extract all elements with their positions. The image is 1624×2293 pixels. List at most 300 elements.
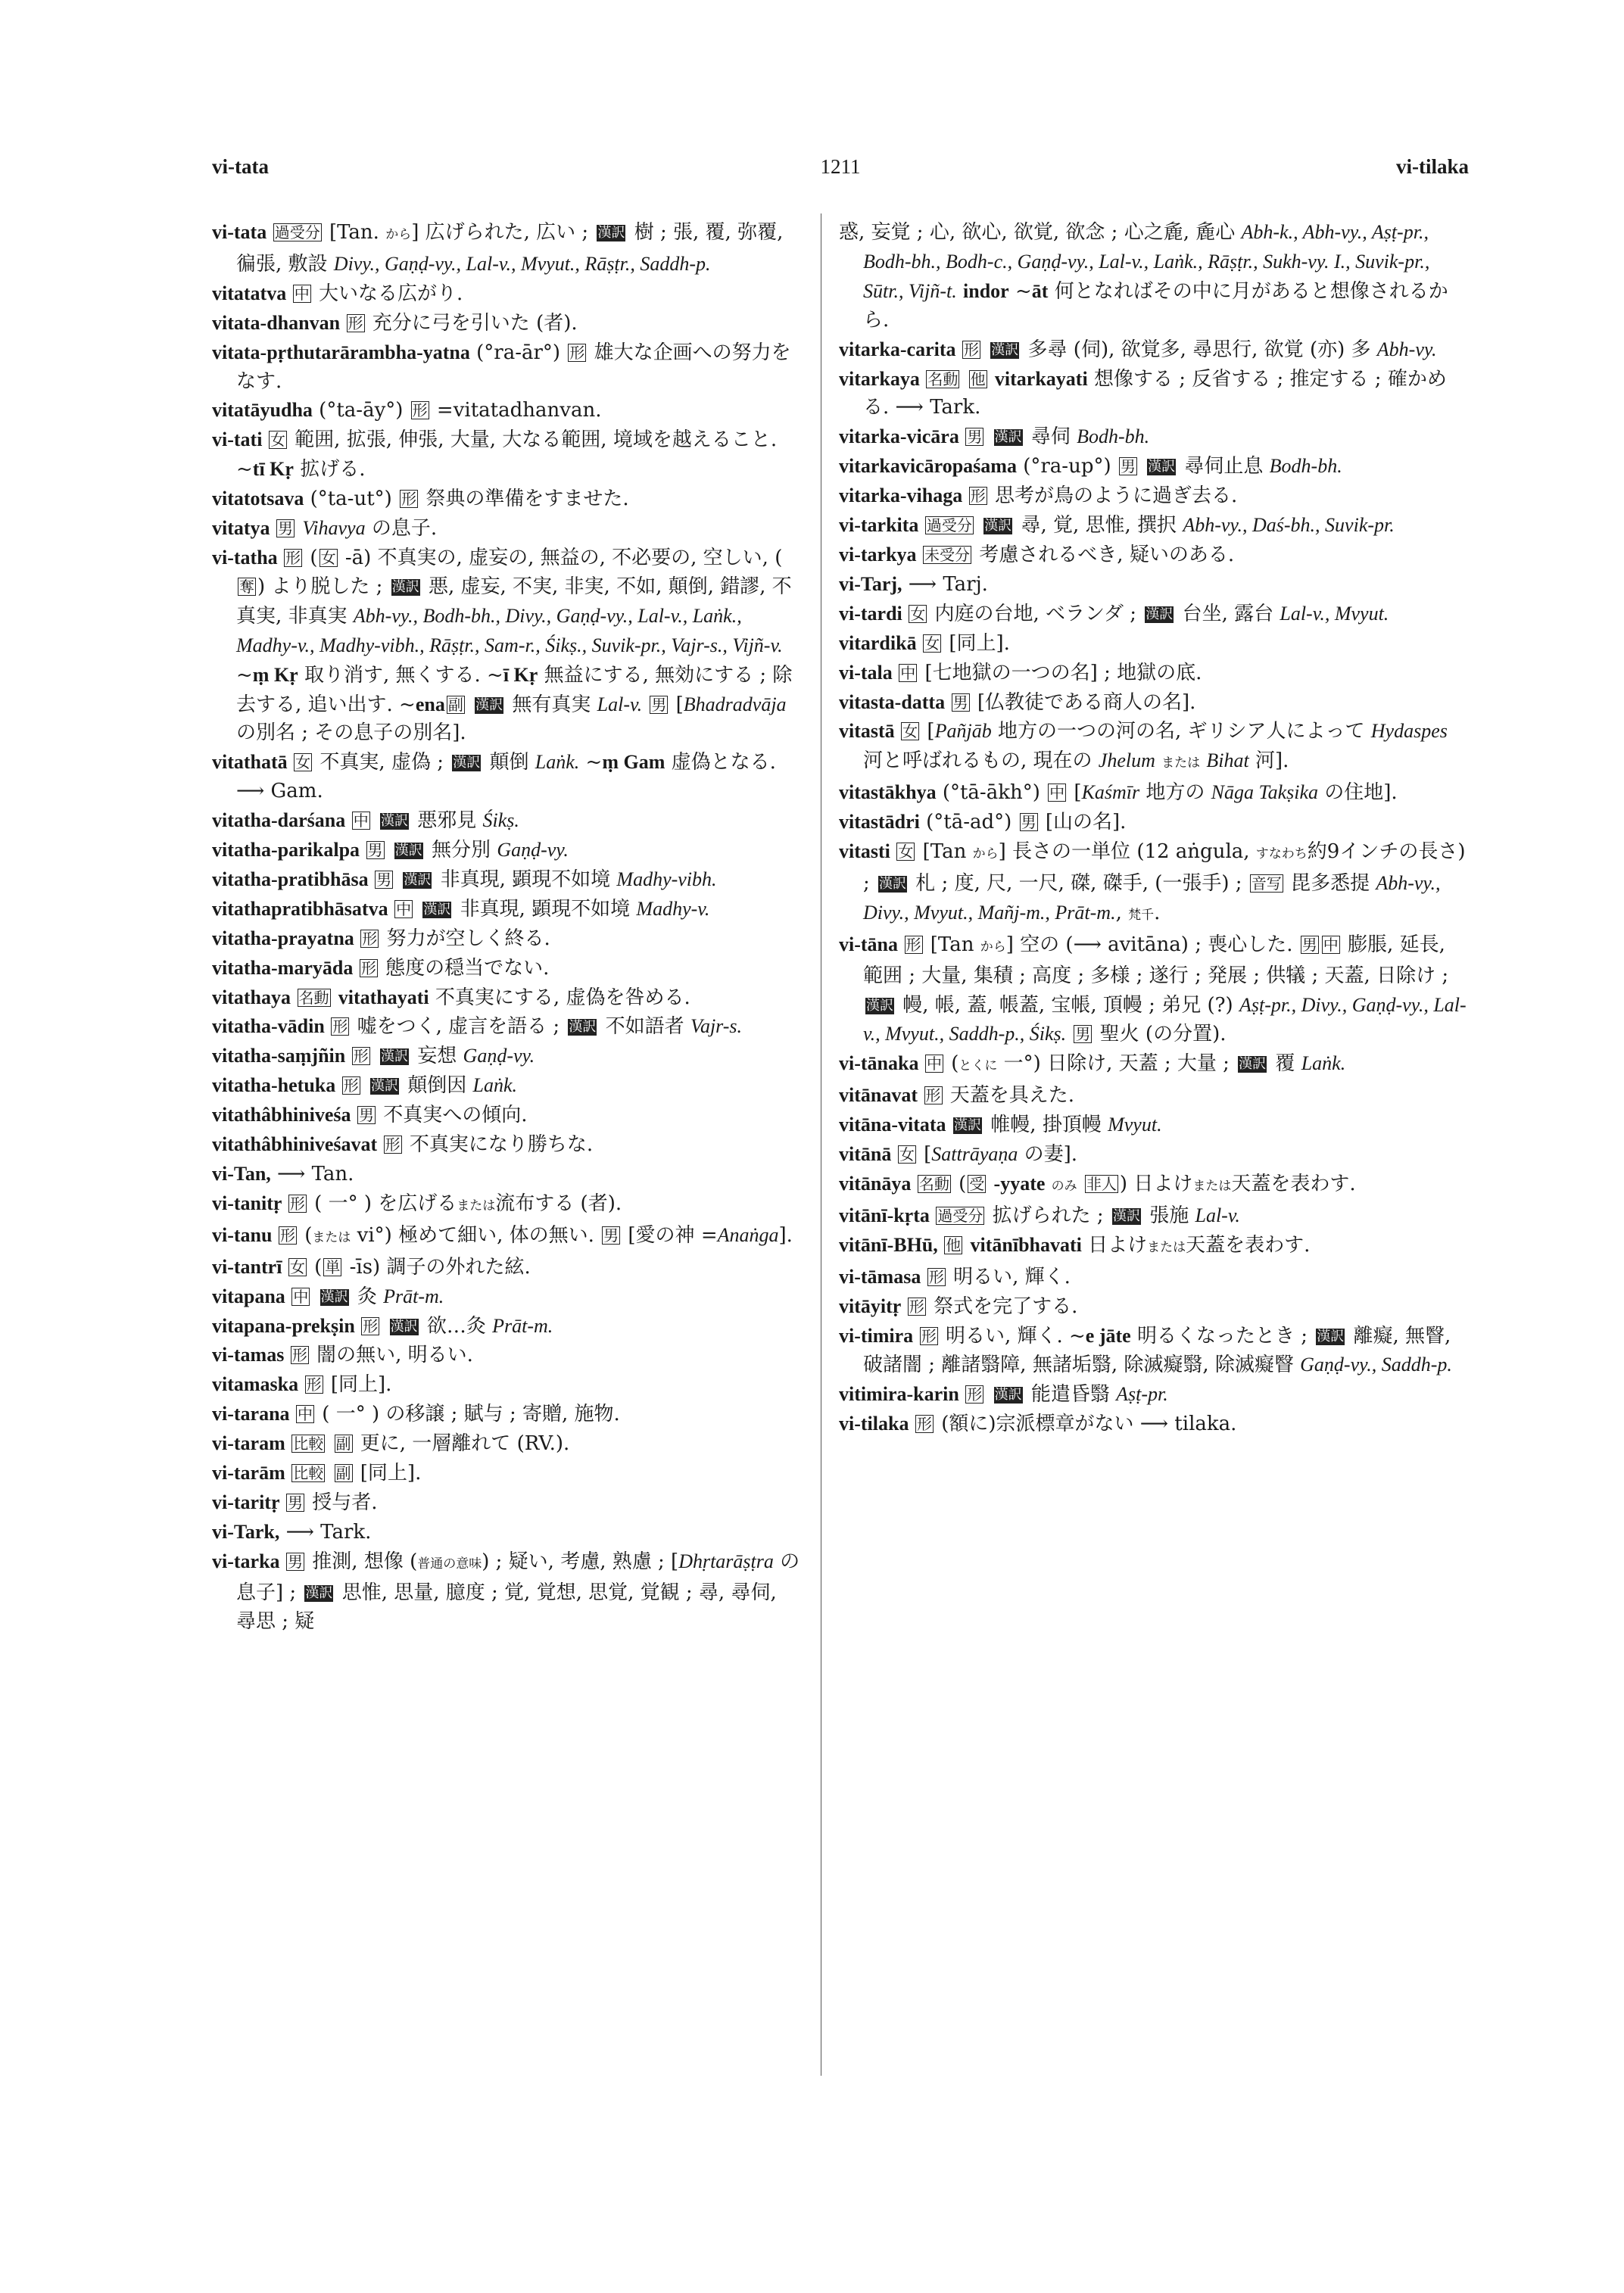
small-note: または xyxy=(1192,1179,1232,1194)
headword: ṃ Gam xyxy=(602,751,665,774)
grammar-label: 女 xyxy=(902,722,918,741)
citation: Lal-v., Mvyut. xyxy=(1280,602,1389,625)
dictionary-entry xyxy=(212,425,801,484)
text: 非真現, 顕現不如境 xyxy=(454,897,637,921)
text: 妄想 xyxy=(411,1045,463,1068)
text: 取り消す, 無くする. ~ xyxy=(298,663,503,687)
text: 尋伺 xyxy=(1024,425,1077,449)
dictionary-entry xyxy=(839,1322,1469,1381)
grammar-label: 形 xyxy=(925,1086,941,1105)
dictionary-entry xyxy=(212,983,801,1013)
text: vi°) 極めて細い, 体の無い. xyxy=(351,1223,601,1247)
text: 考慮されるべき, 疑いのある. xyxy=(973,543,1235,566)
text xyxy=(362,1074,368,1097)
text: [ xyxy=(1068,781,1082,805)
citation: Abh-vy., Divy., Mvyut., Mañj-m., Prāt-m. xyxy=(863,871,1441,924)
text: の妻]. xyxy=(1018,1143,1078,1167)
text xyxy=(1139,455,1145,478)
text: 覆 xyxy=(1269,1052,1301,1076)
translation-label: 漢訳 xyxy=(390,1318,418,1335)
dictionary-entry xyxy=(212,865,801,895)
text: 無益にする, 無効にする ; 除去する, 追い出す. ~ xyxy=(236,663,793,716)
grammar-label: 副 xyxy=(335,1464,351,1483)
dictionary-entry xyxy=(212,806,801,836)
text: 顛倒因 xyxy=(401,1074,473,1098)
headword: vitānī-BHū, xyxy=(839,1233,943,1256)
grammar-label: 男 xyxy=(1120,457,1136,476)
text: 思考が鳥のように過ぎ去る. xyxy=(988,484,1238,508)
headword: vitatha-hetuka xyxy=(212,1074,341,1097)
grammar-label: 中 xyxy=(293,1287,309,1306)
text xyxy=(372,1045,378,1067)
translation-label: 漢訳 xyxy=(423,901,451,918)
dictionary-entry xyxy=(212,279,801,309)
translation-label: 漢訳 xyxy=(879,875,907,892)
translation-label: 漢訳 xyxy=(954,1117,982,1134)
headword: vi-Tan, xyxy=(212,1163,271,1185)
headword: vitata-dhanvan xyxy=(212,311,345,334)
headword: vitānavat xyxy=(839,1084,923,1107)
dictionary-entry xyxy=(212,1429,801,1459)
headword: vitardikā xyxy=(839,631,922,654)
headword: vi-tarana xyxy=(212,1403,295,1425)
headword: vitatha-maryāda xyxy=(212,956,358,979)
dictionary-entry xyxy=(212,1071,801,1101)
dictionary-entry xyxy=(212,836,801,865)
headword: vi-tati xyxy=(212,428,267,451)
grammar-label: 形 xyxy=(964,340,980,359)
grammar-label: 中 xyxy=(1049,784,1065,802)
translation-label: 漢訳 xyxy=(305,1584,333,1601)
grammar-label: 男 xyxy=(1075,1025,1091,1044)
dictionary-entry xyxy=(212,338,801,397)
grammar-label: 過受分 xyxy=(937,1206,983,1225)
text: 虚偽となる. ⟶ Gam. xyxy=(236,751,776,803)
text: -īs) 調子の外れた絃. xyxy=(343,1255,531,1279)
headword: vi-taram xyxy=(212,1432,291,1455)
grammar-label: 過受分 xyxy=(274,223,320,241)
dictionary-entry xyxy=(839,1231,1469,1263)
translation-label: 漢訳 xyxy=(391,578,419,595)
headword: vitimira-karin xyxy=(839,1383,965,1406)
text: 態度の穏当でない. xyxy=(379,956,550,980)
grammar-label: 女 xyxy=(270,431,285,450)
headword: vitastādri xyxy=(839,811,920,833)
grammar-label: 形 xyxy=(921,1326,937,1345)
text: 日よけ xyxy=(1081,1233,1148,1257)
dictionary-entry xyxy=(212,1459,801,1488)
headword: vitapana xyxy=(212,1285,291,1307)
text: 一°) 日除け, 天蓋 ; 大量 ; xyxy=(997,1052,1236,1076)
text: 不真実になり勝ちな. xyxy=(403,1133,594,1157)
grammar-label: 形 xyxy=(909,1297,924,1316)
translation-label: 漢訳 xyxy=(453,755,481,771)
text: [仏教徒である商人の名]. xyxy=(971,690,1196,714)
dictionary-entry xyxy=(839,1380,1469,1410)
dictionary-entry xyxy=(839,808,1469,837)
headword: vi-Tarj, xyxy=(839,572,902,595)
text: 悪, 虚妄, 不実, 非実, 不如, 顛倒, 錯謬, 不真実, 非真実 xyxy=(236,575,792,628)
translation-label: 漢訳 xyxy=(597,225,625,241)
grammar-label: 形 xyxy=(385,1136,401,1154)
text: [同上]. xyxy=(354,1462,422,1485)
text: 札 ; 度, 尺, 一尺, 磔, 磔手, (一張手) ; xyxy=(909,871,1248,895)
text: -ā) 不真実の, 虚妄の, 無益の, 不必要の, 空しい, ( xyxy=(338,546,783,569)
text: [七地獄の一つの名] ; 地獄の底. xyxy=(918,661,1202,684)
dictionary-entry xyxy=(212,1400,801,1429)
small-note: 梵千 xyxy=(1128,907,1155,923)
text xyxy=(964,1234,970,1257)
grammar-label: 受 xyxy=(969,1175,985,1193)
dictionary-entry xyxy=(212,1312,801,1341)
grammar-label: 男 xyxy=(359,1106,374,1125)
text xyxy=(394,868,401,891)
citation: Mvyut. xyxy=(1108,1114,1162,1136)
text xyxy=(982,338,988,361)
grammar-label: 形 xyxy=(289,1194,305,1213)
grammar-label: 名動 xyxy=(927,369,959,388)
translation-label: 漢訳 xyxy=(1148,459,1176,475)
headword: vi-taritṛ xyxy=(212,1491,285,1513)
headword: vitapana-prekṣin xyxy=(212,1314,360,1337)
headword: vitarkaya xyxy=(839,367,925,390)
text xyxy=(985,1383,991,1406)
headword: tī Kṛ xyxy=(252,458,294,481)
dictionary-entry xyxy=(839,335,1469,365)
text: の住地]. xyxy=(1318,781,1398,805)
dictionary-entry xyxy=(212,1282,801,1312)
headword: ena xyxy=(415,693,445,715)
small-note: とくに xyxy=(959,1058,998,1074)
headword: vitatha-saṃjñin xyxy=(212,1045,351,1067)
translation-label: 漢訳 xyxy=(1112,1207,1140,1224)
text: 授与者. xyxy=(306,1491,378,1514)
headword: vitasta-datta xyxy=(839,690,950,713)
dictionary-entry xyxy=(839,930,1469,1050)
headword: vitatya xyxy=(212,517,276,540)
headword: vi-tāna xyxy=(839,933,903,955)
text: ⟶ Tark. xyxy=(279,1520,372,1544)
headword: ī Kṛ xyxy=(503,663,538,686)
citation: Sattrāyaṇa xyxy=(931,1143,1018,1166)
grammar-label: 男 xyxy=(288,1493,304,1512)
dictionary-entry xyxy=(839,778,1469,808)
dictionary-entry xyxy=(839,717,1469,778)
headword: vi-tilaka xyxy=(839,1413,914,1435)
grammar-label: 副 xyxy=(447,695,463,714)
translation-label: 漢訳 xyxy=(475,696,503,713)
text: 不如語者 xyxy=(599,1015,690,1039)
headword: vitamaska xyxy=(212,1373,304,1396)
translation-label: 漢訳 xyxy=(371,1078,399,1095)
text: 明るい, 輝く. xyxy=(946,1265,1071,1288)
grammar-label: 女 xyxy=(898,843,914,861)
headword: vi-tarkya xyxy=(839,543,922,565)
grammar-label: 形 xyxy=(343,1076,359,1095)
text: [同上]. xyxy=(943,631,1010,655)
small-note: すなわち xyxy=(1255,846,1308,862)
text: 離癡, 無瞖, 破諸闇 ; 離諸翳障, 無諸垢翳, 除滅癡翳, 除滅癡瞖 xyxy=(863,1324,1451,1377)
grammar-label: 形 xyxy=(291,1346,307,1365)
headword: vitatāyudha xyxy=(212,399,313,422)
dictionary-entry xyxy=(839,511,1469,541)
text: [Tan. xyxy=(323,221,386,244)
grammar-label: 女 xyxy=(289,1257,305,1276)
grammar-label: 形 xyxy=(306,1375,322,1394)
text: 河]. xyxy=(1248,749,1289,773)
headword: vi-timira xyxy=(839,1324,918,1347)
text: , xyxy=(1115,901,1129,924)
page-header xyxy=(212,155,1469,185)
headword: vitatha-prayatna xyxy=(212,927,360,949)
text xyxy=(957,280,963,303)
headword: vi-tala xyxy=(839,661,898,684)
small-note: から xyxy=(972,846,999,862)
text: 祭式を完了する. xyxy=(927,1294,1078,1318)
headword: vi-tarām xyxy=(212,1462,291,1485)
grammar-label: 形 xyxy=(928,1267,944,1286)
text: (°ta-ut°) xyxy=(304,488,399,511)
dictionary-entry xyxy=(212,1518,801,1547)
grammar-label: 名動 xyxy=(918,1175,949,1193)
text: ]. xyxy=(778,1223,793,1247)
text: 明るい, 輝く. ~ xyxy=(939,1324,1086,1347)
text: 想像する ; 反省する ; 推定する ; 確かめる. ⟶ Tark. xyxy=(863,367,1447,419)
text xyxy=(372,809,378,832)
small-note: のみ xyxy=(1051,1179,1077,1194)
dictionary-entry xyxy=(839,1410,1469,1439)
headword: indor xyxy=(963,279,1009,302)
text: 天蓋を表わす. xyxy=(1186,1233,1311,1257)
headword: vi-tanitṛ xyxy=(212,1192,287,1214)
headword: vitata-pṛthutarārambha-yatna xyxy=(212,341,470,363)
small-note: から xyxy=(385,227,412,242)
grammar-label: 男 xyxy=(1301,935,1317,954)
citation: Nāga Takṣika xyxy=(1211,781,1319,804)
headword: vitarka-carita xyxy=(839,338,962,360)
dictionary-entry xyxy=(212,1042,801,1071)
grammar-label: 男 xyxy=(1021,813,1036,832)
grammar-label: 男 xyxy=(603,1226,619,1245)
grammar-label: 中 xyxy=(298,1405,313,1424)
text xyxy=(1077,1173,1083,1195)
citation: Pañjāb xyxy=(934,720,992,743)
dictionary-entry xyxy=(839,1201,1469,1231)
text: 更に, 一層離れて (RV.). xyxy=(354,1432,570,1456)
dictionary-entry xyxy=(212,1253,801,1282)
headword: vi-Tark, xyxy=(212,1520,280,1543)
headword: vitānāya xyxy=(839,1173,916,1195)
citation: Jhelum xyxy=(1098,749,1155,772)
text: の息子] ; xyxy=(236,1550,800,1604)
text: 尋, 覚, 思惟, 撰択 xyxy=(1015,514,1183,537)
dictionary-entry xyxy=(839,600,1469,629)
citation: Prāt-m. xyxy=(383,1285,444,1307)
text xyxy=(332,986,338,1009)
text: ) ; 疑い, 考慮, 熟慮 ; [ xyxy=(482,1550,679,1573)
page-number: 1211 xyxy=(820,155,861,178)
grammar-label: 形 xyxy=(401,490,417,509)
dictionary-entry xyxy=(212,544,801,748)
citation: Lal-v. xyxy=(1195,1204,1240,1226)
grammar-label: 形 xyxy=(363,1316,379,1335)
citation: Bhadradvāja xyxy=(683,693,787,715)
headword: vitarka-vihaga xyxy=(839,484,968,507)
grammar-label: 未受分 xyxy=(924,545,971,564)
grammar-label: 形 xyxy=(906,935,921,954)
text xyxy=(1045,1173,1051,1195)
headword: vitānī-kṛta xyxy=(839,1204,935,1226)
text xyxy=(642,693,648,716)
text: [ xyxy=(921,720,935,743)
translation-label: 漢訳 xyxy=(866,997,893,1014)
text: の別名 ; その息子の別名]. xyxy=(236,721,466,745)
text: [愛の神 = xyxy=(622,1223,718,1247)
text: =vitatadhanvan. xyxy=(430,399,602,422)
headword: vi-tata xyxy=(212,221,272,243)
text: ( xyxy=(952,1173,967,1195)
headword: vitarka-vicāra xyxy=(839,425,965,448)
headword: ṃ Kṛ xyxy=(252,663,298,686)
grammar-label: 男 xyxy=(367,841,383,860)
citation: Bodh-bh. xyxy=(1269,455,1342,478)
grammar-label: 形 xyxy=(360,958,376,977)
text xyxy=(1155,749,1161,772)
headword: vi-tarka xyxy=(212,1550,285,1572)
translation-label: 漢訳 xyxy=(994,429,1022,446)
dictionary-entry xyxy=(839,1049,1469,1081)
grammar-label: 女 xyxy=(295,753,311,772)
text: 明るくなったとき ; xyxy=(1130,1324,1314,1347)
text: ] 長さの一単位 (12 aṅgula, xyxy=(998,840,1256,864)
translation-label: 漢訳 xyxy=(1239,1056,1267,1073)
text: 膨脹, 延長, 範囲 ; 大量, 集積 ; 高度 ; 多様 ; 遂行 ; 発展 ; 供犠 ; 天蓋, 日除け ; xyxy=(863,933,1449,987)
headword: vitastā xyxy=(839,720,900,743)
dictionary-entry xyxy=(839,659,1469,688)
text: 灸 xyxy=(351,1285,384,1308)
citation: Vajr-s. xyxy=(690,1015,743,1038)
grammar-label: 男 xyxy=(952,693,968,712)
translation-label: 漢訳 xyxy=(994,1387,1022,1404)
grammar-label: 形 xyxy=(285,548,301,567)
small-note: から xyxy=(980,939,1006,955)
citation: Madhy-vibh. xyxy=(616,868,717,890)
citation: Madhy-v. xyxy=(636,897,710,920)
citation: Kaśmīr xyxy=(1081,781,1140,804)
text: 思惟, 思量, 臆度 ; 覚, 覚想, 思覚, 覚観 ; 尋, 尋伺, 尋思 ; 疑 xyxy=(236,1581,777,1633)
citation: Vihavya xyxy=(302,517,366,540)
header-right-guideword: vi-tilaka xyxy=(1395,155,1469,178)
text: 嘘をつく, 虚言を語る ; xyxy=(351,1015,566,1039)
headword: vi-tānaka xyxy=(839,1052,924,1075)
text: 多尋 (伺), 欲覚多, 尋思行, 欲覚 (亦) 多 xyxy=(1021,338,1377,361)
headword: vitānībhavati xyxy=(970,1233,1082,1256)
text: 推測, 想像 ( xyxy=(306,1550,418,1573)
text: 不真実にする, 虚偽を咎める. xyxy=(429,986,690,1009)
citation: Aṣṭ-pr., Divy., Gaṇḍ-vy., Lal-v., Mvyut., Saddh-p., Śikṣ. xyxy=(863,993,1467,1045)
citation: Lal-v. xyxy=(597,693,643,715)
text: [山の名]. xyxy=(1039,811,1127,834)
text xyxy=(326,1462,332,1485)
translation-label: 漢訳 xyxy=(404,871,432,888)
translation-label: 漢訳 xyxy=(1146,606,1174,622)
citation: Laṅk. xyxy=(1301,1052,1346,1075)
dictionary-entry xyxy=(212,1130,801,1160)
headword: vitatatva xyxy=(212,282,291,304)
text: . xyxy=(1154,901,1161,924)
citation: Gaṇḍ-vy. xyxy=(497,839,569,861)
grammar-label: 女 xyxy=(899,1145,915,1164)
text: (°ta-āy°) xyxy=(312,399,410,422)
translation-label: 漢訳 xyxy=(984,518,1012,534)
citation: Abh-vy., Bodh-bh., Divy., Gaṇḍ-vy., Lal-v., Laṅk., Madhy-v., Madhy-vibh., Rāṣṭr., Sam-r., Śikṣ., Suvik-pr., Vajr-s., Vijñ-v. xyxy=(236,604,783,656)
text: 不真実への傾向. xyxy=(377,1104,528,1127)
text: 天蓋を表わす. xyxy=(1231,1173,1356,1195)
dictionary-entry xyxy=(839,452,1469,481)
grammar-label: 形 xyxy=(916,1415,932,1434)
text: 範囲, 拡張, 伸張, 大量, 大なる範囲, 境域を越えること. ~ xyxy=(236,428,778,481)
grammar-label: 形 xyxy=(967,1385,983,1404)
text: 雄大な企画への努力をなす. xyxy=(236,341,791,393)
text: 地方の一つの河の名, ギリシア人によって xyxy=(991,720,1371,743)
small-note: または xyxy=(1147,1239,1186,1255)
dictionary-entry xyxy=(839,541,1469,570)
dictionary-entry xyxy=(839,1140,1469,1170)
headword: vitānā xyxy=(839,1143,896,1166)
headword: āt xyxy=(1031,279,1049,302)
headword: vitastākhya xyxy=(839,781,937,804)
grammar-label: 比較 xyxy=(293,1464,324,1483)
grammar-label: 男 xyxy=(288,1552,304,1571)
text: 祭典の準備をすませた. xyxy=(419,488,629,511)
grammar-label: 形 xyxy=(332,1017,348,1036)
dictionary-entry xyxy=(212,1488,801,1518)
headword: vitathapratibhāsatva xyxy=(212,897,394,920)
text: 流布する (者). xyxy=(495,1192,622,1215)
dictionary-entry xyxy=(839,570,1469,600)
headword: vitathâbhiniveśavat xyxy=(212,1133,382,1156)
citation: Laṅk. xyxy=(535,751,580,774)
text: 張施 xyxy=(1142,1204,1195,1227)
headword: vitāna-vitata xyxy=(839,1114,952,1136)
grammar-label: 中 xyxy=(926,1055,942,1073)
small-note: または xyxy=(457,1198,496,1213)
headword: vi-tanu xyxy=(212,1223,277,1246)
grammar-label: 形 xyxy=(569,343,585,362)
text: 帷幔, 掛頂幔 xyxy=(984,1114,1108,1137)
grammar-label: 形 xyxy=(348,313,363,332)
text: 惑, 妄覚 ; 心, 欲心, 欲覚, 欲念 ; 心之麁, 麁心 xyxy=(839,221,1242,244)
text: 台坐, 露台 xyxy=(1176,602,1280,625)
text xyxy=(985,425,991,448)
citation: Hydaspes xyxy=(1370,720,1448,743)
dictionary-entry xyxy=(212,954,801,983)
citation: Anaṅga xyxy=(717,1223,779,1246)
text: 地方の xyxy=(1139,781,1211,805)
dictionary-entry xyxy=(212,484,801,514)
citation: Laṅk. xyxy=(472,1074,518,1097)
dictionary-entry xyxy=(212,1221,801,1253)
grammar-label: 中 xyxy=(353,812,369,830)
text xyxy=(466,693,472,716)
dictionary-entry xyxy=(212,218,801,279)
headword: vitasti xyxy=(839,840,896,863)
text xyxy=(386,839,392,861)
grammar-label: 非人 xyxy=(1086,1175,1117,1193)
citation: Śikṣ. xyxy=(482,809,519,832)
text: 非真現, 顕現不如境 xyxy=(434,868,617,891)
grammar-label: 形 xyxy=(362,929,378,948)
